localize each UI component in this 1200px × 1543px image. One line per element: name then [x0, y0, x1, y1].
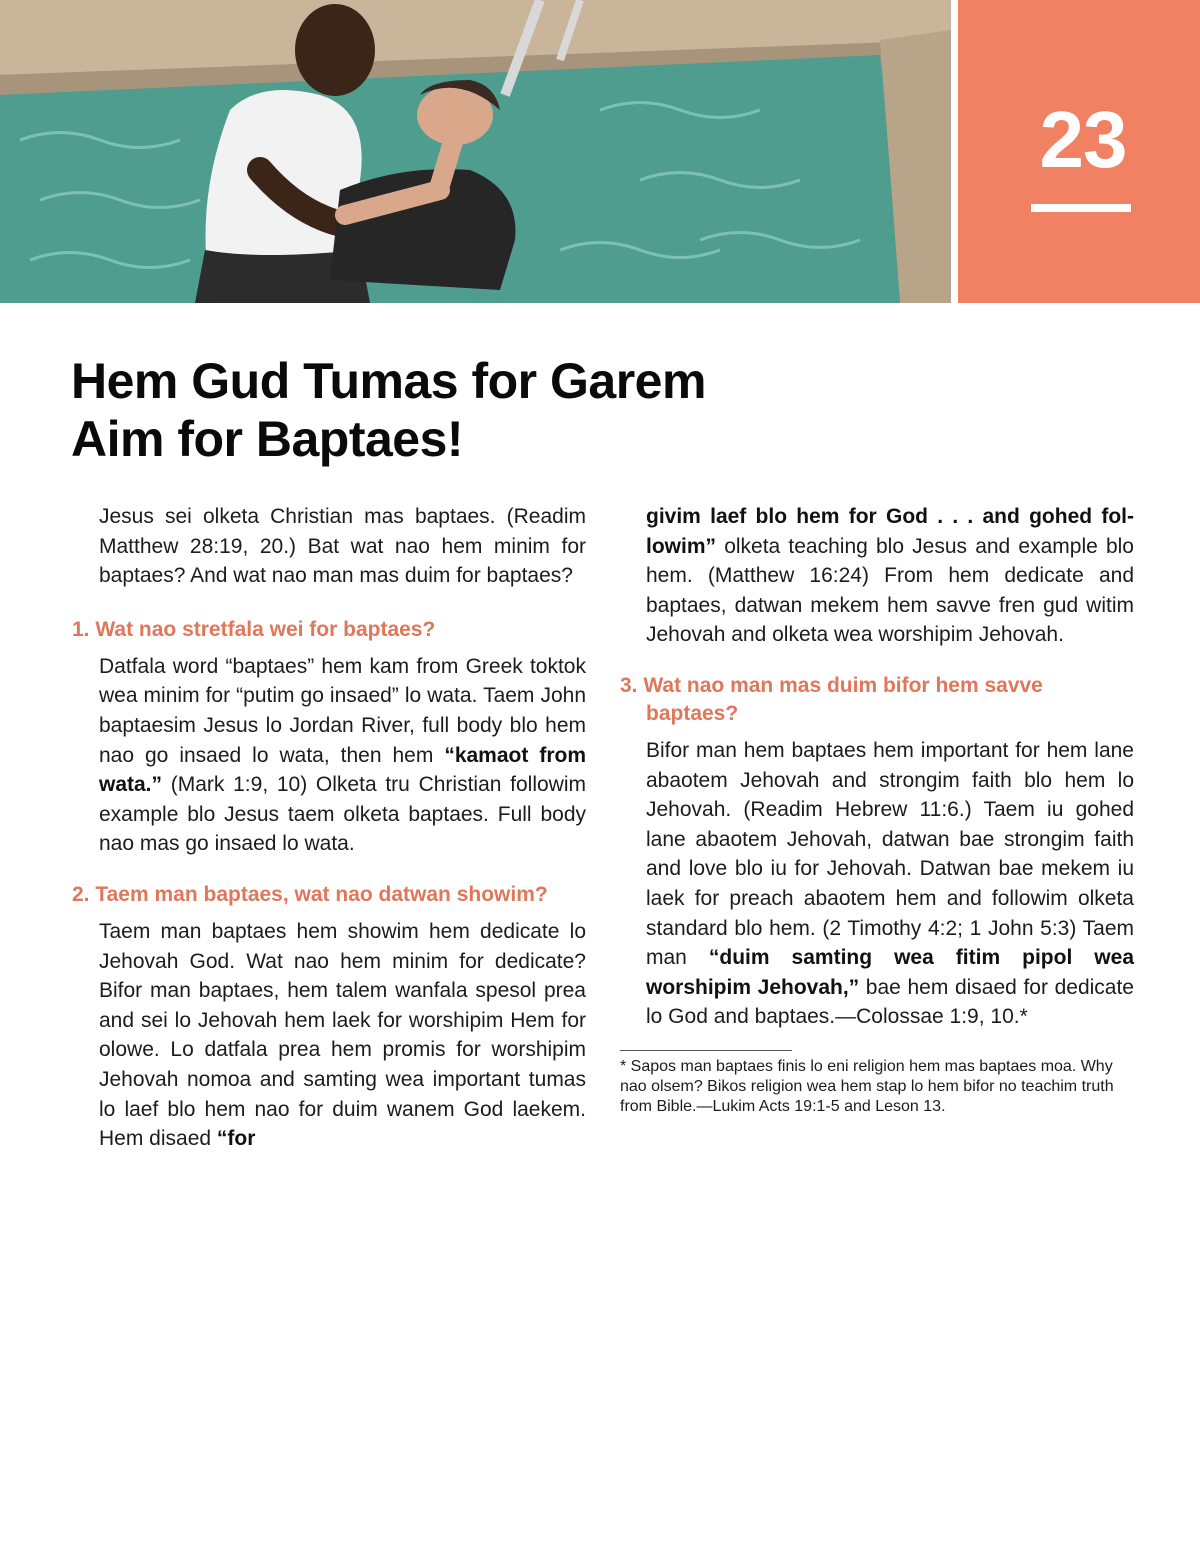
title-line-1: Hem Gud Tumas for Garem — [71, 353, 706, 409]
q3-text-b: bae hem disaed for dedicate lo God and baptaes.—Colossae 1:9, 10.* — [646, 975, 1134, 1029]
q3-text-a: Bifor man hem baptaes hem important for hem lane abaotem Jehovah and strongim faith blo hem lo Jehovah. (Readim Hebrew 11:6.) Taem iu gohed lane abaotem Jehovah, datwan bae strongim faith and love blo iu for Jehovah. Datwan bae mekem iu laek for preach abaotem hem and followim olketa standard blo hem. (2 Timothy 4:2; 1 John 5:3) Taem man — [646, 738, 1134, 970]
q3-bold-quote: “duim samting wea fitim pipol wea worshipim Jehovah,” — [646, 946, 1134, 999]
question-2-answer-part-1 — [99, 917, 586, 1154]
question-2-answer-part-2 — [646, 502, 1134, 650]
q2-bold-quote-end: givim laef blo hem for God . . . and gohed followim” — [646, 505, 1134, 558]
lesson-number: 23 — [1039, 95, 1127, 184]
page-title — [71, 352, 831, 468]
lesson-number-underline — [1031, 204, 1131, 212]
q3-number: 3. — [620, 673, 638, 697]
lesson-badge — [958, 0, 1200, 303]
q1-bold-quote: “kamaot from wata.” — [99, 743, 586, 797]
q2-text-a: Taem man baptaes hem showim hem dedicate lo Jehovah God. Wat nao hem minim for dedicate? Bifor man baptaes, hem talem wanfala spesol prea and sei lo Jehovah hem laek for worshipim Hem for olowe. Lo datfala prea hem promis for worshipim Jehovah nomoa and samting wea important tumas lo laef blo hem nao for duim wanem God laekem. Hem disaed — [99, 919, 586, 1151]
footnote-divider — [620, 1050, 792, 1051]
footnote: * Sapos man baptaes finis lo eni religion hem mas baptaes moa. Why nao olsem? Bikos religion wea hem stap lo hem bifor no teachim truth from Bible.—Lukim Acts 19:1-5 and Leson 13. — [620, 1057, 1114, 1115]
title-line-2: Aim for Baptaes! — [71, 411, 464, 467]
q1-text-b: (Mark 1:9, 10) Olketa tru Christian followim example blo Jesus taem olketa baptaes. Full body nao mas go insaed lo wata. — [99, 773, 586, 856]
baptism-photo — [0, 0, 951, 303]
q2-bold-quote-start: “for — [216, 1127, 256, 1151]
question-2-heading: 2. Taem man baptaes, wat nao datwan showim? — [72, 882, 548, 906]
question-3-heading — [620, 672, 1134, 728]
q1-text-a: Datfala word “baptaes” hem kam from Greek toktok wea minim for “putim go insaed” lo wata. Taem John baptaesim Jesus lo Jordan River, full body blo hem nao go insaed lo wata, then hem — [99, 654, 586, 767]
intro-paragraph: Jesus sei olketa Christian mas baptaes. (Readim Matthew 28:19, 20.) Bat wat nao hem minim for baptaes? And wat nao man mas duim for baptaes? — [99, 505, 586, 588]
q2-text-b: olketa teaching blo Jesus and example blo hem. (Matthew 16:24) From hem dedicate and baptaes, datwan mekem hem savve fren gud witim Jehovah and olketa wea worshipim Jehovah. — [646, 534, 1134, 647]
question-1-answer — [99, 652, 586, 859]
pool-scene-illustration — [0, 0, 951, 303]
question-1-heading: 1. Wat nao stretfala wei for baptaes? — [72, 617, 436, 641]
q3-heading-text: Wat nao man mas duim bifor hem savve baptaes? — [643, 673, 1043, 725]
left-column — [72, 502, 586, 1154]
right-column — [620, 502, 1134, 1117]
question-3-answer — [646, 736, 1134, 1032]
